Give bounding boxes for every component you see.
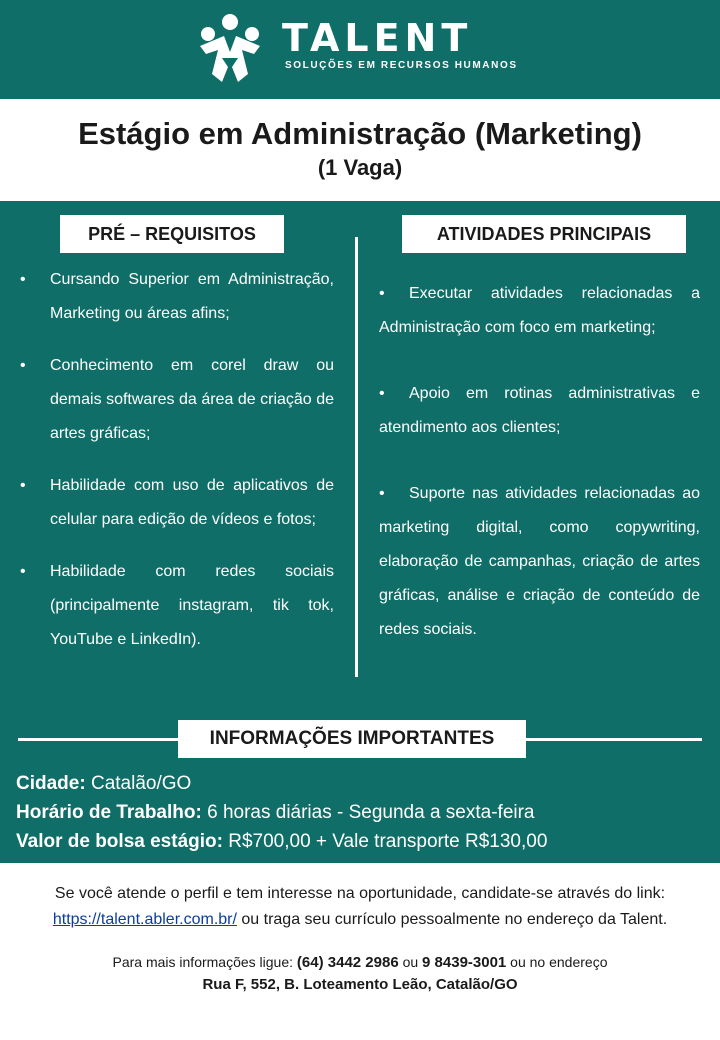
phone-landline: (64) 3442 2986: [296, 954, 399, 971]
info-heading: INFORMAÇÕES IMPORTANTES: [178, 720, 526, 758]
application-message: Se você atende o perfil e tem interesse na oportunidade, candidate-se através do link: https://talent.abler.com.br/ ou traga seu currículo pessoalmente no endereço da Talent.: [52, 885, 668, 928]
footer: [0, 863, 720, 1040]
city-line: Cidade: Catalão/GO: [16, 773, 192, 794]
people-figure-logo-icon: [196, 12, 264, 84]
activities-list: [379, 277, 700, 679]
list-item: • Executar atividades relacionadas a Administração com foco em marketing;: [379, 285, 700, 336]
brand-tagline: SOLUÇÕES EM RECURSOS HUMANOS: [285, 60, 518, 71]
list-item: • Habilidade com uso de aplicativos de celular para edição de vídeos e fotos;: [20, 477, 334, 528]
divider-line-left: [18, 738, 178, 741]
main-panel: [0, 201, 720, 863]
job-title: Estágio em Administração (Marketing): [78, 116, 642, 151]
contact-line: Para mais informações ligue: (64) 3442 2986 ou 9 8439-3001 ou no endereço: [112, 954, 608, 971]
address: Rua F, 552, B. Loteamento Leão, Catalão/GO: [202, 976, 518, 993]
column-divider: [355, 237, 358, 677]
title-band: [0, 99, 720, 201]
activities-heading: ATIVIDADES PRINCIPAIS: [402, 215, 686, 253]
application-link[interactable]: https://talent.abler.com.br/: [52, 911, 237, 928]
vacancy-count: (1 Vaga): [317, 155, 403, 180]
important-info: [16, 769, 547, 856]
requirements-heading: PRÉ – REQUISITOS: [60, 215, 284, 253]
phone-mobile: 9 8439-3001: [422, 954, 507, 971]
list-item: • Apoio em rotinas administrativas e atendimento aos clientes;: [379, 385, 700, 436]
list-item: • Conhecimento em corel draw ou demais softwares da área de criação de artes gráficas;: [20, 357, 334, 442]
stipend-line: Valor de bolsa estágio: R$700,00 + Vale transporte R$130,00: [16, 831, 548, 852]
requirements-list: [20, 263, 334, 675]
list-item: • Habilidade com redes sociais (principalmente instagram, tik tok, YouTube e LinkedIn).: [20, 563, 334, 648]
list-item: • Cursando Superior em Administração, Marketing ou áreas afins;: [20, 271, 334, 322]
list-item: • Suporte nas atividades relacionadas ao marketing digital, como copywriting, elaboração de campanhas, criação de artes gráficas, análise e criação de conteúdo de redes sociais.: [379, 485, 700, 638]
divider-line-right: [526, 738, 702, 741]
brand-name: TALENT: [282, 16, 473, 60]
hours-line: Horário de Trabalho: 6 horas diárias - Segunda a sexta-feira: [16, 802, 535, 823]
header-banner: [0, 0, 720, 99]
